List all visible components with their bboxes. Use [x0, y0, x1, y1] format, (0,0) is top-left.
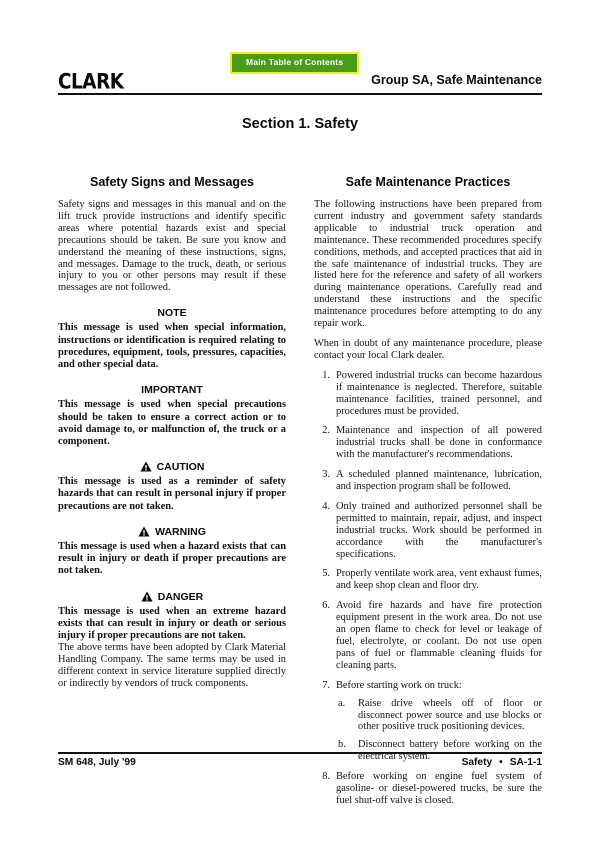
safety-signs-intro-paragraph: Safety signs and messages in this manual and on the lift truck provide instructions and identify specific areas where potential hazards exist and special precautions should be taken. Be sure you know and understand the meaning of these instructions, signs, and messages. Damage to the truck, death, or serious injury to you or other persons may result if these messages are not followed. — [58, 199, 286, 294]
sub-list-item-text: Disconnect battery before working on the electrical system. — [358, 739, 542, 763]
notice-warning — [58, 526, 286, 578]
sub-list-item — [336, 698, 542, 734]
left-column — [58, 175, 286, 690]
list-item-text: Maintenance and inspection of all powered industrial trucks shall be done in conformance with the manufacturer's recommendations. — [336, 425, 542, 461]
notice-danger-label: DANGER — [157, 590, 204, 603]
notice-note — [58, 307, 286, 371]
footer-manual-reference: SM 648, July '99 — [58, 757, 136, 768]
footer-section-label: Safety — [461, 757, 493, 768]
list-item-text: Only trained and authorized personnel shall be permitted to maintain, repair, adjust, and inspect industrial trucks. Work should be performed in accordance with the manufacturer's specifications. — [336, 500, 542, 560]
list-item-marker: 2. — [322, 425, 330, 437]
list-item-text: Powered industrial trucks can become hazardous if maintenance is neglected. Therefore, suitable maintenance facilities, trained personnel, and procedures must be provided. — [336, 369, 542, 417]
list-item-text: Avoid fire hazards and have fire protection equipment present in the work area. Do not use an open flame to check for level or leakage of fuel, electrolyte, or coolant. Do not use open pans of fuel or flammable cleaning fluids for cleaning parts. — [336, 600, 542, 671]
list-item — [314, 600, 542, 671]
notice-important-body: This message is used when special precautions should be taken to ensure a correct action or to avoid damage to, or malfunction of, the truck or a component. — [58, 399, 286, 447]
page-title: Section 1. Safety — [241, 116, 359, 132]
sub-list-item-marker: b. — [338, 739, 346, 751]
list-item-marker: 3. — [322, 469, 330, 481]
list-item — [314, 425, 542, 461]
list-item-text: Before working on engine fuel system of gasoline- or diesel-powered trucks, be sure the fuel shut-off valve is closed. — [336, 771, 542, 806]
notice-note-label: NOTE — [157, 307, 187, 320]
notice-danger-body: This message is used when an extreme hazard exists that can result in injury or death or serious injury if proper precautions are not taken. — [58, 605, 286, 642]
safe-maintenance-paragraph-1: The following instructions have been prepared from current industry and government safety standards applicable to industrial truck operation and maintenance. These recommended procedures specify conditions, methods, and accepted practices that aid in the safe maintenance of industrial trucks. They are listed here for the reference and safety of all workers during maintenance operations. Carefully read and understand these instructions and the specific maintenance procedures before attempting to do any repair work. — [314, 199, 542, 330]
notice-caution-body: This message is used as a reminder of safety hazards that can result in personal injury if proper precautions are not taken. — [58, 476, 286, 512]
page-content — [58, 0, 542, 849]
footer-separator-dot: • — [499, 757, 503, 768]
notice-warning-body: This message is used when a hazard exists that can result in injury or death if proper precautions are not taken. — [58, 540, 286, 577]
list-item — [314, 501, 542, 561]
group-title: Group SA, Safe Maintenance — [371, 73, 542, 87]
masthead — [58, 67, 542, 96]
list-item-marker: 8. — [322, 771, 330, 783]
list-item-marker: 5. — [322, 568, 330, 580]
footer-page-reference — [462, 757, 542, 768]
sub-list-item-text: Raise drive wheels off of floor or disconnect power source and use blocks or other positive truck positioning devices. — [358, 697, 542, 733]
safe-maintenance-paragraph-2: When in doubt of any maintenance procedure, please contact your local Clark dealer. — [314, 337, 542, 361]
main-table-of-contents-button[interactable]: Main Table of Contents — [230, 52, 359, 74]
notice-warning-label-row — [58, 526, 286, 539]
right-column-heading: Safe Maintenance Practices — [345, 175, 511, 189]
list-item — [314, 568, 542, 592]
footer-page-number: SA-1-1 — [509, 757, 542, 768]
safety-signs-closing-paragraph: The above terms have been adopted by Clark Material Handling Company. The same terms may be used in different context in service literature supplied directly or indirectly by vendors of truck components. — [58, 642, 286, 690]
notice-danger-label-row — [58, 591, 286, 604]
warning-triangle-icon — [141, 591, 153, 602]
list-item — [314, 370, 542, 418]
notice-caution-label-row — [58, 461, 286, 474]
list-item-text: Properly ventilate work area, vent exhaust fumes, and keep shop clean and floor dry. — [336, 568, 543, 592]
notice-important-label: IMPORTANT — [141, 384, 203, 397]
list-item-marker: 4. — [322, 500, 330, 512]
list-item — [314, 469, 542, 493]
notice-warning-label: WARNING — [155, 525, 206, 538]
warning-triangle-icon — [138, 526, 150, 537]
list-item-marker: 1. — [322, 369, 330, 381]
clark-logo: CLARK — [58, 67, 124, 94]
list-item — [314, 680, 542, 763]
list-item — [314, 771, 542, 807]
sub-list-item-marker: a. — [338, 697, 346, 709]
notice-danger — [58, 591, 286, 643]
notice-note-body: This message is used when special information, instructions or identification is required relating to procedures, equipment, tools, pressures, capacities, and other special data. — [58, 322, 286, 370]
footer-divider — [58, 752, 542, 754]
warning-triangle-icon — [140, 461, 152, 472]
list-item-marker: 7. — [322, 679, 330, 691]
list-item-marker: 6. — [322, 600, 330, 612]
notice-caution-label: CAUTION — [156, 461, 205, 474]
safe-maintenance-list — [314, 370, 542, 807]
list-item-text: Before starting work on truck: — [336, 679, 462, 691]
left-column-heading: Safety Signs and Messages — [90, 175, 254, 189]
list-item-text: A scheduled planned maintenance, lubrication, and inspection program shall be followed. — [336, 469, 542, 493]
notice-caution — [58, 461, 286, 513]
right-column — [314, 175, 542, 815]
notice-important — [58, 384, 286, 448]
masthead-divider — [58, 93, 542, 95]
